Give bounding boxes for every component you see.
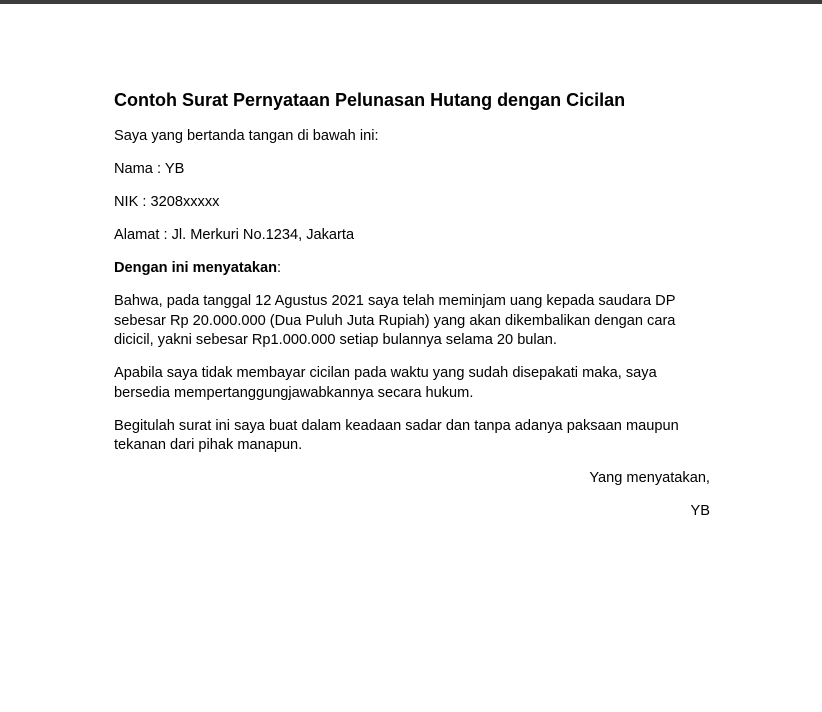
liability-paragraph: Apabila saya tidak membayar cicilan pada waktu yang sudah disepakati maka, saya bersedia mempertanggungjawabkannya secara hukum. xyxy=(114,365,657,401)
loan-paragraph: Bahwa, pada tanggal 12 Agustus 2021 saya telah meminjam uang kepada saudara DP sebesar Rp 20.000.000 (Dua Puluh Juta Rupiah) yang akan dikembalikan dengan cara dicicil, yakni sebesar Rp1.000.000 setiap bulannya selama 20 bulan. xyxy=(114,293,676,348)
document-title: Contoh Surat Pernyataan Pelunasan Hutang dengan Cicilan xyxy=(114,90,626,110)
nik-line: NIK : 3208xxxxx xyxy=(114,194,220,210)
declaration-heading xyxy=(114,259,710,279)
declaration-colon: : xyxy=(277,260,282,276)
document-page xyxy=(114,89,710,535)
declaration-bold-text: Dengan ini menyatakan xyxy=(114,260,278,276)
top-border-bar xyxy=(0,0,822,4)
closing-text: Yang menyatakan, xyxy=(589,470,710,486)
signature-name: YB xyxy=(690,503,710,519)
nama-line: Nama : YB xyxy=(114,161,185,177)
alamat-line: Alamat : Jl. Merkuri No.1234, Jakarta xyxy=(114,227,355,243)
consent-paragraph: Begitulah surat ini saya buat dalam keadaan sadar dan tanpa adanya paksaan maupun tekanan dari pihak manapun. xyxy=(114,417,679,453)
intro-text: Saya yang bertanda tangan di bawah ini: xyxy=(114,128,379,144)
